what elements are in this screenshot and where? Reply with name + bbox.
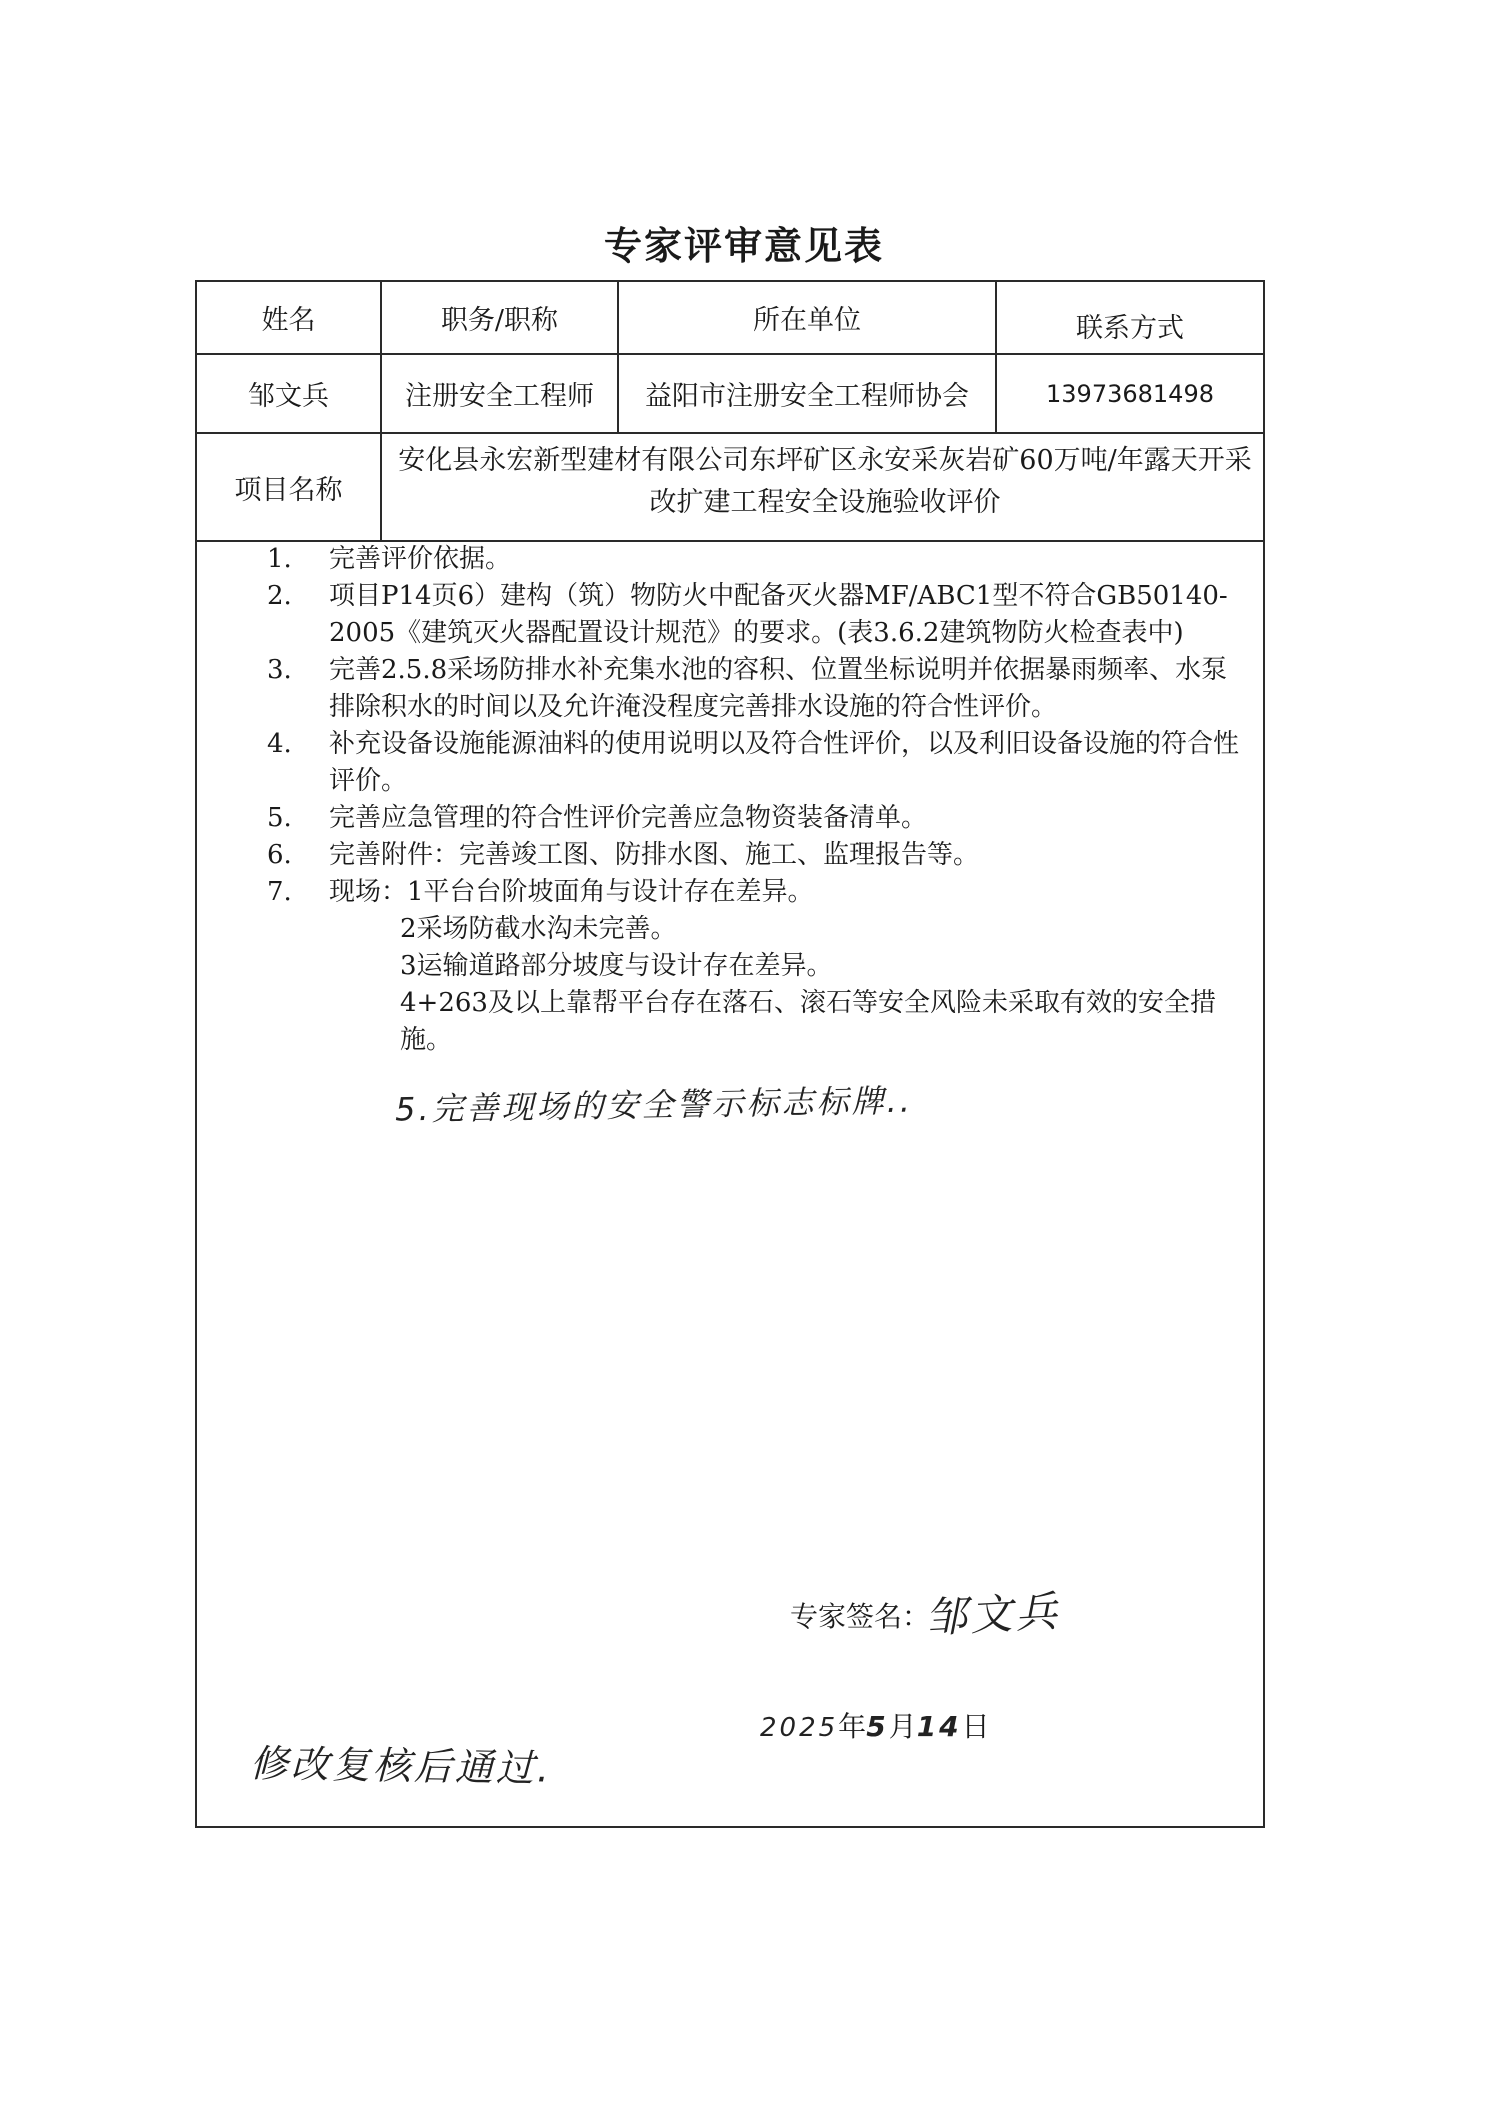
- expert-name: 邹文兵: [248, 381, 329, 412]
- opinion-item-4: [255, 726, 1250, 800]
- opinion-item-7: [255, 874, 1250, 911]
- site-item-3: 3运输道路部分坡度与设计存在差异。: [400, 951, 833, 981]
- opinion-item-2: [255, 578, 1250, 652]
- opinion-text: 现场：1平台台阶坡面角与设计存在差异。: [329, 877, 814, 907]
- opinion-item-5: [255, 800, 1250, 837]
- header-name: 姓名: [261, 305, 316, 336]
- page-title: 专家评审意见表: [603, 223, 884, 268]
- date-month-suffix: 月: [888, 1710, 917, 1743]
- opinion-number: 4.: [267, 729, 292, 759]
- header-organization: 所在单位: [753, 305, 861, 336]
- date-year-suffix: 年: [838, 1710, 867, 1743]
- expert-signature: 邹文兵: [923, 1586, 1062, 1643]
- opinion-number: 2.: [267, 581, 292, 611]
- opinion-number: 6.: [267, 840, 292, 870]
- handwritten-review-note: 修改复核后通过.: [249, 1741, 553, 1791]
- opinion-text: 完善应急管理的符合性评价完善应急物资装备清单。: [329, 803, 928, 833]
- project-label: 项目名称: [234, 474, 343, 506]
- expert-contact: 13973681498: [1046, 379, 1214, 408]
- expert-position: 注册安全工程师: [405, 381, 594, 412]
- opinion-text: 完善2.5.8采场防排水补充集水池的容积、位置坐标说明并依据暴雨频率、水泵排除积水的时间以及允许淹没程度完善排水设施的符合性评价。: [329, 655, 1228, 722]
- opinion-number: 7.: [267, 877, 292, 907]
- opinion-text: 项目P14页6）建构（筑）物防火中配备灭火器MF/ABC1型不符合GB50140-2005《建筑灭火器配置设计规范》的要求。(表3.6.2建筑物防火检查表中): [329, 581, 1228, 648]
- opinion-item-6: [255, 837, 1250, 874]
- date-day: 14: [916, 1710, 962, 1743]
- date-day-suffix: 日: [961, 1710, 990, 1743]
- signature-label: 专家签名：: [790, 1600, 931, 1633]
- header-position: 职务/职称: [440, 305, 559, 336]
- opinion-text: 完善附件：完善竣工图、防排水图、施工、监理报告等。: [329, 840, 980, 870]
- opinion-number: 1.: [267, 544, 292, 574]
- date-month: 5: [866, 1710, 889, 1743]
- expert-organization: 益阳市注册安全工程师协会: [645, 381, 969, 412]
- opinion-text: 补充设备设施能源油料的使用说明以及符合性评价，以及利旧设备设施的符合性评价。: [329, 729, 1240, 796]
- opinion-text: 完善评价依据。: [329, 544, 512, 574]
- handwritten-site-item-5: 5.完善现场的安全警示标志标牌..: [394, 1081, 914, 1129]
- opinions-list: [255, 541, 1250, 1059]
- opinion-item-3: [255, 652, 1250, 726]
- opinion-number: 3.: [267, 655, 292, 685]
- site-item-2: 2采场防截水沟未完善。: [400, 914, 677, 944]
- header-contact: 联系方式: [1076, 313, 1184, 344]
- site-item-4: 4+263及以上靠帮平台存在落石、滚石等安全风险未采取有效的安全措施。: [400, 988, 1216, 1055]
- opinion-item-1: [255, 541, 1250, 578]
- date-year: 2025: [760, 1713, 839, 1743]
- review-date: [760, 1705, 990, 1745]
- project-name: 安化县永宏新型建材有限公司东坪矿区永安采灰岩矿60万吨/年露天开采改扩建工程安全设施验收评价: [398, 445, 1252, 518]
- opinion-number: 5.: [267, 803, 292, 833]
